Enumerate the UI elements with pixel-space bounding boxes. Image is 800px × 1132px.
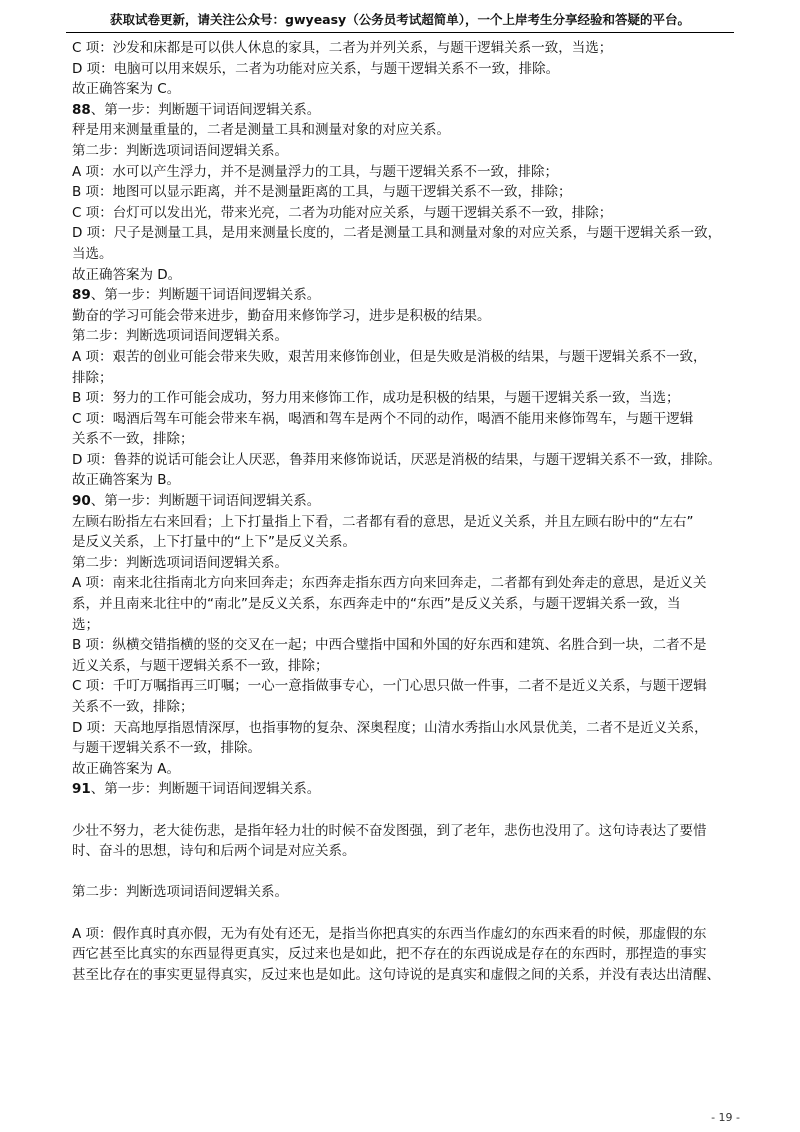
text-line xyxy=(72,429,732,450)
text-line xyxy=(72,656,732,677)
line-text: 时、奋斗的思想，诗句和后两个词是对应关系。 xyxy=(72,843,356,860)
text-line xyxy=(72,223,732,244)
line-text: 秤是用来测量重量的，二者是测量工具和测量对象的对应关系。 xyxy=(72,122,450,139)
text-line xyxy=(72,594,732,615)
line-text: C 项：台灯可以发出光，带来光亮，二者为功能对应关系，与题干逻辑关系不一致，排除； xyxy=(72,204,613,221)
text-line xyxy=(72,615,732,636)
line-text: 左顾右盼指左右来回看；上下打量指上下看，二者都有看的意思，是近义关系，并且左顾右盼中的“左右” xyxy=(72,513,694,530)
page-number: - 19 - xyxy=(711,1111,740,1124)
text-line xyxy=(72,738,732,759)
line-text: 第二步：判断选项词语间逻辑关系。 xyxy=(72,328,288,345)
blank-line xyxy=(72,903,732,924)
text-line xyxy=(72,141,732,162)
line-text: D 项：电脑可以用来娱乐，二者为功能对应关系，与题干逻辑关系不一致，排除。 xyxy=(72,60,560,77)
line-text: 系，并且南来北往中的“南北”是反义关系，东西奔走中的“东西”是反义关系，与题干逻辑关系一致，当 xyxy=(72,596,681,613)
header-rule xyxy=(66,32,734,33)
text-line xyxy=(72,265,732,286)
line-text: D 项：天高地厚指恩情深厚，也指事物的复杂、深奥程度；山清水秀指山水风景优美，二者不是近义关系， xyxy=(72,719,708,736)
line-text: C 项：千叮万嘱指再三叮嘱；一心一意指做事专心，一门心思只做一件事，二者不是近义关系，与题干逻辑 xyxy=(72,678,707,695)
text-line xyxy=(72,368,732,389)
text-line xyxy=(72,841,732,862)
line-text: 西它甚至比真实的东西显得更真实，反过来也是如此，把不存在的东西说成是存在的东西时，那捏造的事实 xyxy=(72,946,707,963)
line-text: B 项：地图可以显示距离，并不是测量距离的工具，与题干逻辑关系不一致，排除； xyxy=(72,184,572,201)
line-text: 第二步：判断选项词语间逻辑关系。 xyxy=(72,554,288,571)
blank-line xyxy=(72,862,732,883)
text-line xyxy=(72,573,732,594)
question-number: 90 xyxy=(72,493,91,510)
line-text: A 项：南来北往指南北方向来回奔走；东西奔走指东西方向来回奔走，二者都有到处奔走的意思，是近义关 xyxy=(72,575,707,592)
text-line xyxy=(72,512,732,533)
line-text: D 项：尺子是测量工具，是用来测量长度的，二者是测量工具和测量对象的对应关系，与题干逻辑关系一致， xyxy=(72,225,722,242)
text-line xyxy=(72,409,732,430)
line-text: 近义关系，与题干逻辑关系不一致，排除； xyxy=(72,657,329,674)
answer-explanation-body xyxy=(72,38,732,985)
line-text: 、第一步：判断题干词语间逻辑关系。 xyxy=(90,493,321,510)
line-text: 故正确答案为 A。 xyxy=(72,760,181,777)
line-text: A 项：艰苦的创业可能会带来失败，艰苦用来修饰创业，但是失败是消极的结果，与题干逻辑关系不一致， xyxy=(72,348,707,365)
question-heading xyxy=(72,285,732,306)
question-heading xyxy=(72,779,732,800)
text-line xyxy=(72,38,732,59)
line-text: 选； xyxy=(72,616,99,633)
text-line xyxy=(72,162,732,183)
text-line xyxy=(72,944,732,965)
text-line xyxy=(72,79,732,100)
line-text: B 项：努力的工作可能会成功，努力用来修饰工作，成功是积极的结果，与题干逻辑关系一致，当选； xyxy=(72,390,680,407)
text-line xyxy=(72,965,732,986)
line-text: 故正确答案为 B。 xyxy=(72,472,181,489)
blank-line xyxy=(72,800,732,821)
text-line xyxy=(72,532,732,553)
line-text: 关系不一致，排除； xyxy=(72,699,194,715)
text-line xyxy=(72,759,732,780)
line-text: 第二步：判断选项词语间逻辑关系。 xyxy=(72,142,288,159)
text-line xyxy=(72,470,732,491)
line-text: 故正确答案为 D。 xyxy=(72,266,182,283)
text-line xyxy=(72,676,732,697)
line-text: 、第一步：判断题干词语间逻辑关系。 xyxy=(90,287,321,304)
text-line xyxy=(72,450,732,471)
line-text: 与题干逻辑关系不一致，排除。 xyxy=(72,740,261,757)
text-line xyxy=(72,326,732,347)
question-number: 89 xyxy=(72,287,91,304)
question-heading xyxy=(72,491,732,512)
page-header: 获取试卷更新，请关注公众号：gwyeasy（公务员考试超简单），一个上岸考生分享经验和答疑的平台。 xyxy=(110,12,690,27)
text-line xyxy=(72,306,732,327)
text-line xyxy=(72,821,732,842)
line-text: 当选。 xyxy=(72,245,113,262)
line-text: 勤奋的学习可能会带来进步，勤奋用来修饰学习，进步是积极的结果。 xyxy=(72,307,491,324)
text-line xyxy=(72,347,732,368)
text-line xyxy=(72,182,732,203)
question-number: 88 xyxy=(72,101,91,118)
text-line xyxy=(72,120,732,141)
text-line xyxy=(72,718,732,739)
line-text: C 项：喝酒后驾车可能会带来车祸，喝酒和驾车是两个不同的动作，喝酒不能用来修饰驾车，与题干逻辑 xyxy=(72,410,694,427)
text-line xyxy=(72,388,732,409)
text-line xyxy=(72,635,732,656)
text-line xyxy=(72,697,732,718)
line-text: A 项：假作真时真亦假，无为有处有还无，是指当你把真实的东西当作虚幻的东西来看的时候，那虚假的东 xyxy=(72,925,707,942)
line-text: 少壮不努力，老大徒伤悲，是指年轻力壮的时候不奋发图强，到了老年，悲伤也没用了。这句诗表达了要惜 xyxy=(72,822,707,839)
line-text: B 项：纵横交错指横的竖的交叉在一起；中西合璧指中国和外国的好东西和建筑、名胜合到一块，二者不是 xyxy=(72,637,707,654)
text-line xyxy=(72,203,732,224)
text-line xyxy=(72,553,732,574)
line-text: 甚至比存在的事实更显得真实，反过来也是如此。这句诗说的是真实和虚假之间的关系，并没有表达出清醒、 xyxy=(72,966,720,983)
line-text: 关系不一致，排除； xyxy=(72,431,194,448)
question-heading xyxy=(72,100,732,121)
question-number: 91 xyxy=(72,781,91,798)
line-text: C 项：沙发和床都是可以供人休息的家具，二者为并列关系，与题干逻辑关系一致，当选； xyxy=(72,40,613,56)
line-text: 第二步：判断选项词语间逻辑关系。 xyxy=(72,884,288,901)
line-text: 、第一步：判断题干词语间逻辑关系。 xyxy=(90,101,321,118)
text-line xyxy=(72,59,732,80)
line-text: 故正确答案为 C。 xyxy=(72,81,181,98)
text-line xyxy=(72,244,732,265)
text-line xyxy=(72,882,732,903)
line-text: 、第一步：判断题干词语间逻辑关系。 xyxy=(90,781,321,798)
text-line xyxy=(72,924,732,945)
line-text: A 项：水可以产生浮力，并不是测量浮力的工具，与题干逻辑关系不一致，排除； xyxy=(72,163,559,180)
line-text: 排除； xyxy=(72,369,113,386)
line-text: D 项：鲁莽的说话可能会让人厌恶，鲁莽用来修饰说话，厌恶是消极的结果，与题干逻辑关系不一致，排除。 xyxy=(72,451,722,468)
line-text: 是反义关系，上下打量中的“上下”是反义关系。 xyxy=(72,534,356,551)
